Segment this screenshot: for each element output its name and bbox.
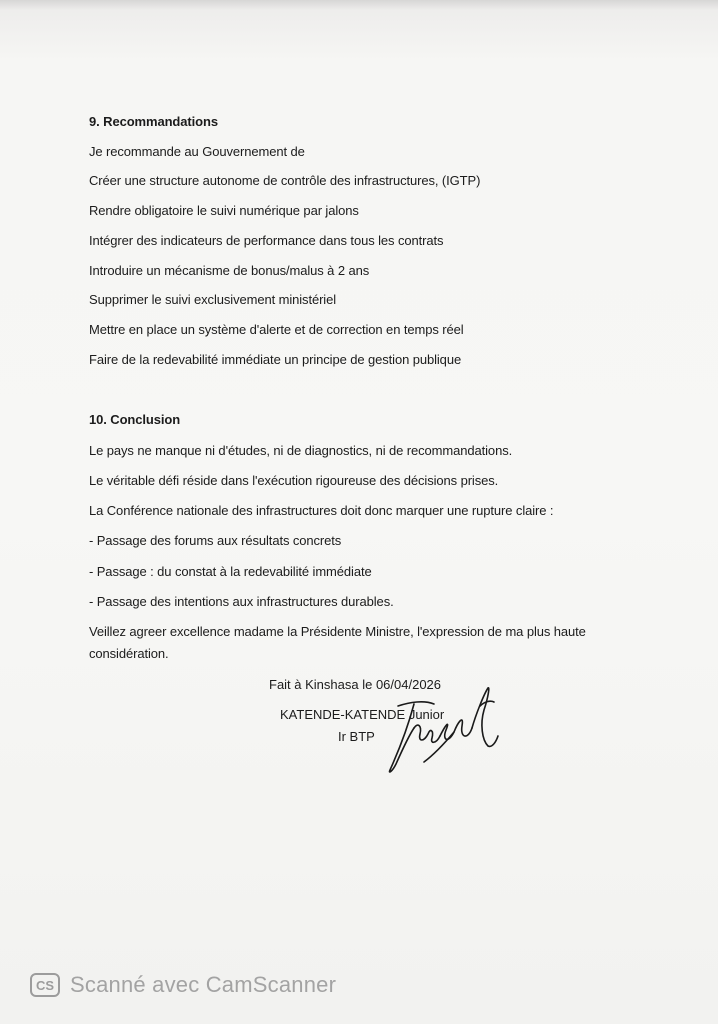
recommendation-item: Faire de la redevabilité immédiate un principe de gestion publique [89,352,462,367]
recommendations-intro: Je recommande au Gouvernement de [89,144,305,159]
conclusion-paragraph: Le pays ne manque ni d'études, ni de diagnostics, ni de recommandations. [89,443,513,458]
camscanner-logo-icon: CS [30,973,60,997]
conclusion-bullet: - Passage des intentions aux infrastructures durables. [89,594,394,609]
signatory-title: Ir BTP [338,729,375,744]
place-date: Fait à Kinshasa le 06/04/2026 [269,677,442,692]
recommendation-item: Mettre en place un système d'alerte et de correction en temps réel [89,322,464,337]
recommendations-heading: 9. Recommandations [89,114,218,129]
closing-formula: Veillez agreer excellence madame la Présidente Ministre, l'expression de ma plus haute [89,624,586,639]
conclusion-paragraph: Le véritable défi réside dans l'exécution rigoureuse des décisions prises. [89,473,499,488]
recommendation-item: Rendre obligatoire le suivi numérique par jalons [89,203,359,218]
recommendation-item: Introduire un mécanisme de bonus/malus à 2 ans [89,263,370,278]
recommendation-item: Créer une structure autonome de contrôle des infrastructures, (IGTP) [89,173,481,188]
recommendation-item: Intégrer des indicateurs de performance dans tous les contrats [89,233,444,248]
conclusion-bullet: - Passage : du constat à la redevabilité immédiate [89,564,372,579]
conclusion-heading: 10. Conclusion [89,412,181,427]
closing-formula-end: considération. [89,646,169,661]
handwritten-signature [384,684,506,776]
conclusion-paragraph: La Conférence nationale des infrastructures doit donc marquer une rupture claire : [89,503,554,518]
conclusion-bullet: - Passage des forums aux résultats concrets [89,533,342,548]
watermark-text: Scanné avec CamScanner [70,972,337,997]
scan-edge-shadow [0,0,718,10]
signatory-name: KATENDE-KATENDE Junior [280,707,445,722]
recommendation-item: Supprimer le suivi exclusivement ministériel [89,292,337,307]
camscanner-watermark [30,970,336,1000]
